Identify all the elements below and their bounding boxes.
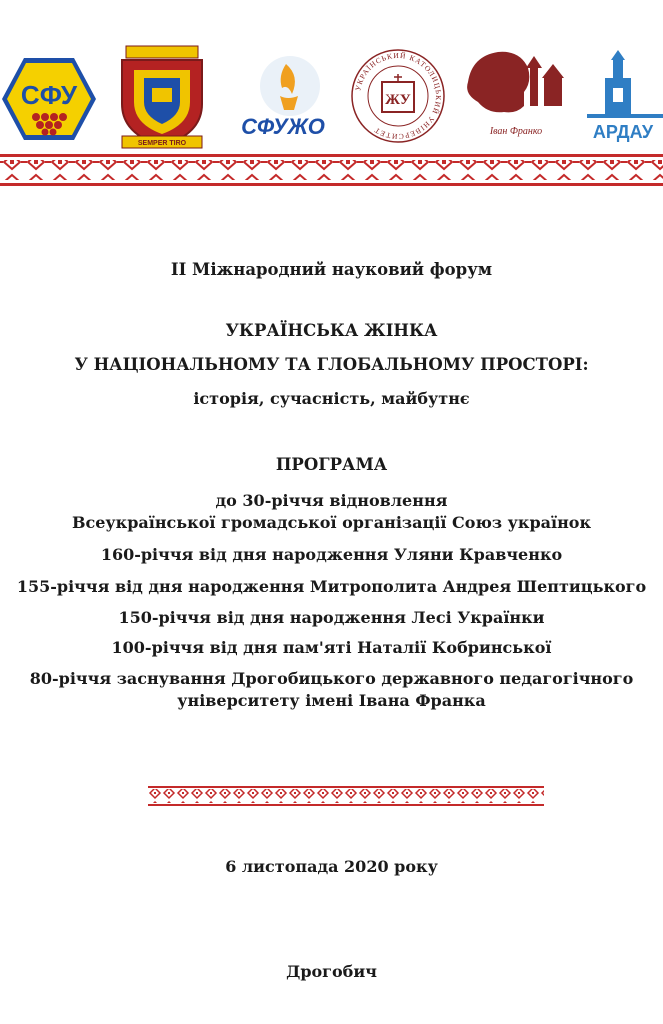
franko-signature: Іван Франко <box>489 126 543 137</box>
anniversary-line: 150-річчя від дня народження Лесі Українки <box>118 608 545 627</box>
anniversary-line: 100-річчя від дня пам'яті Наталії Кобринської <box>111 638 552 657</box>
main-title-line-1: УКРАЇНСЬКА ЖІНКА <box>225 321 438 340</box>
logos-row <box>0 40 663 155</box>
anniversary-line: Всеукраїнської громадської організації Союз українок <box>71 513 592 532</box>
franko-portrait-logo <box>458 42 570 150</box>
forum-title: II Міжнародний науковий форум <box>170 260 493 279</box>
svg-text:ЖУ: ЖУ <box>385 92 411 108</box>
sfu-hexagon-logo <box>0 54 98 144</box>
event-city: Дрогобич <box>286 962 377 981</box>
sfuzho-text: СФУЖО <box>241 114 325 139</box>
event-date: 6 листопада 2020 року <box>225 857 438 876</box>
crest-motto: SEMPER TIRO <box>137 140 187 147</box>
anniversary-line: 160-річчя від дня народження Уляни Кравченко <box>100 545 563 564</box>
ucu-seal-logo <box>348 46 448 146</box>
anniversary-line: до 30-річчя відновлення <box>215 491 448 510</box>
anniversary-line: 80-річчя заснування Дрогобицького державного педагогічного <box>29 669 634 688</box>
top-embroidery-ornament <box>0 152 663 188</box>
svg-text:СФУ: СФУ <box>20 80 78 110</box>
ardau-text: АРДАУ <box>592 122 654 142</box>
university-crest-logo <box>112 44 212 152</box>
anniversary-line: 155-річчя від дня народження Митрополита Андрея Шептицького <box>16 577 647 596</box>
program-heading: ПРОГРАМА <box>275 455 388 474</box>
svg-text:УКРАЇНСЬКИЙ КАТОЛИЦЬКИЙ УНІВЕР: УКРАЇНСЬКИЙ КАТОЛИЦЬКИЙ УНІВЕРСИТЕТ <box>353 50 444 142</box>
sfuzho-flame-logo <box>228 54 338 144</box>
subtitle: історія, сучасність, майбутнє <box>193 389 470 408</box>
anniversary-line: університету імені Івана Франка <box>177 691 486 710</box>
ardau-tower-logo <box>583 50 663 150</box>
main-title-line-2: У НАЦІОНАЛЬНОМУ ТА ГЛОБАЛЬНОМУ ПРОСТОРІ: <box>74 355 589 374</box>
bottom-embroidery-ornament <box>148 786 544 806</box>
